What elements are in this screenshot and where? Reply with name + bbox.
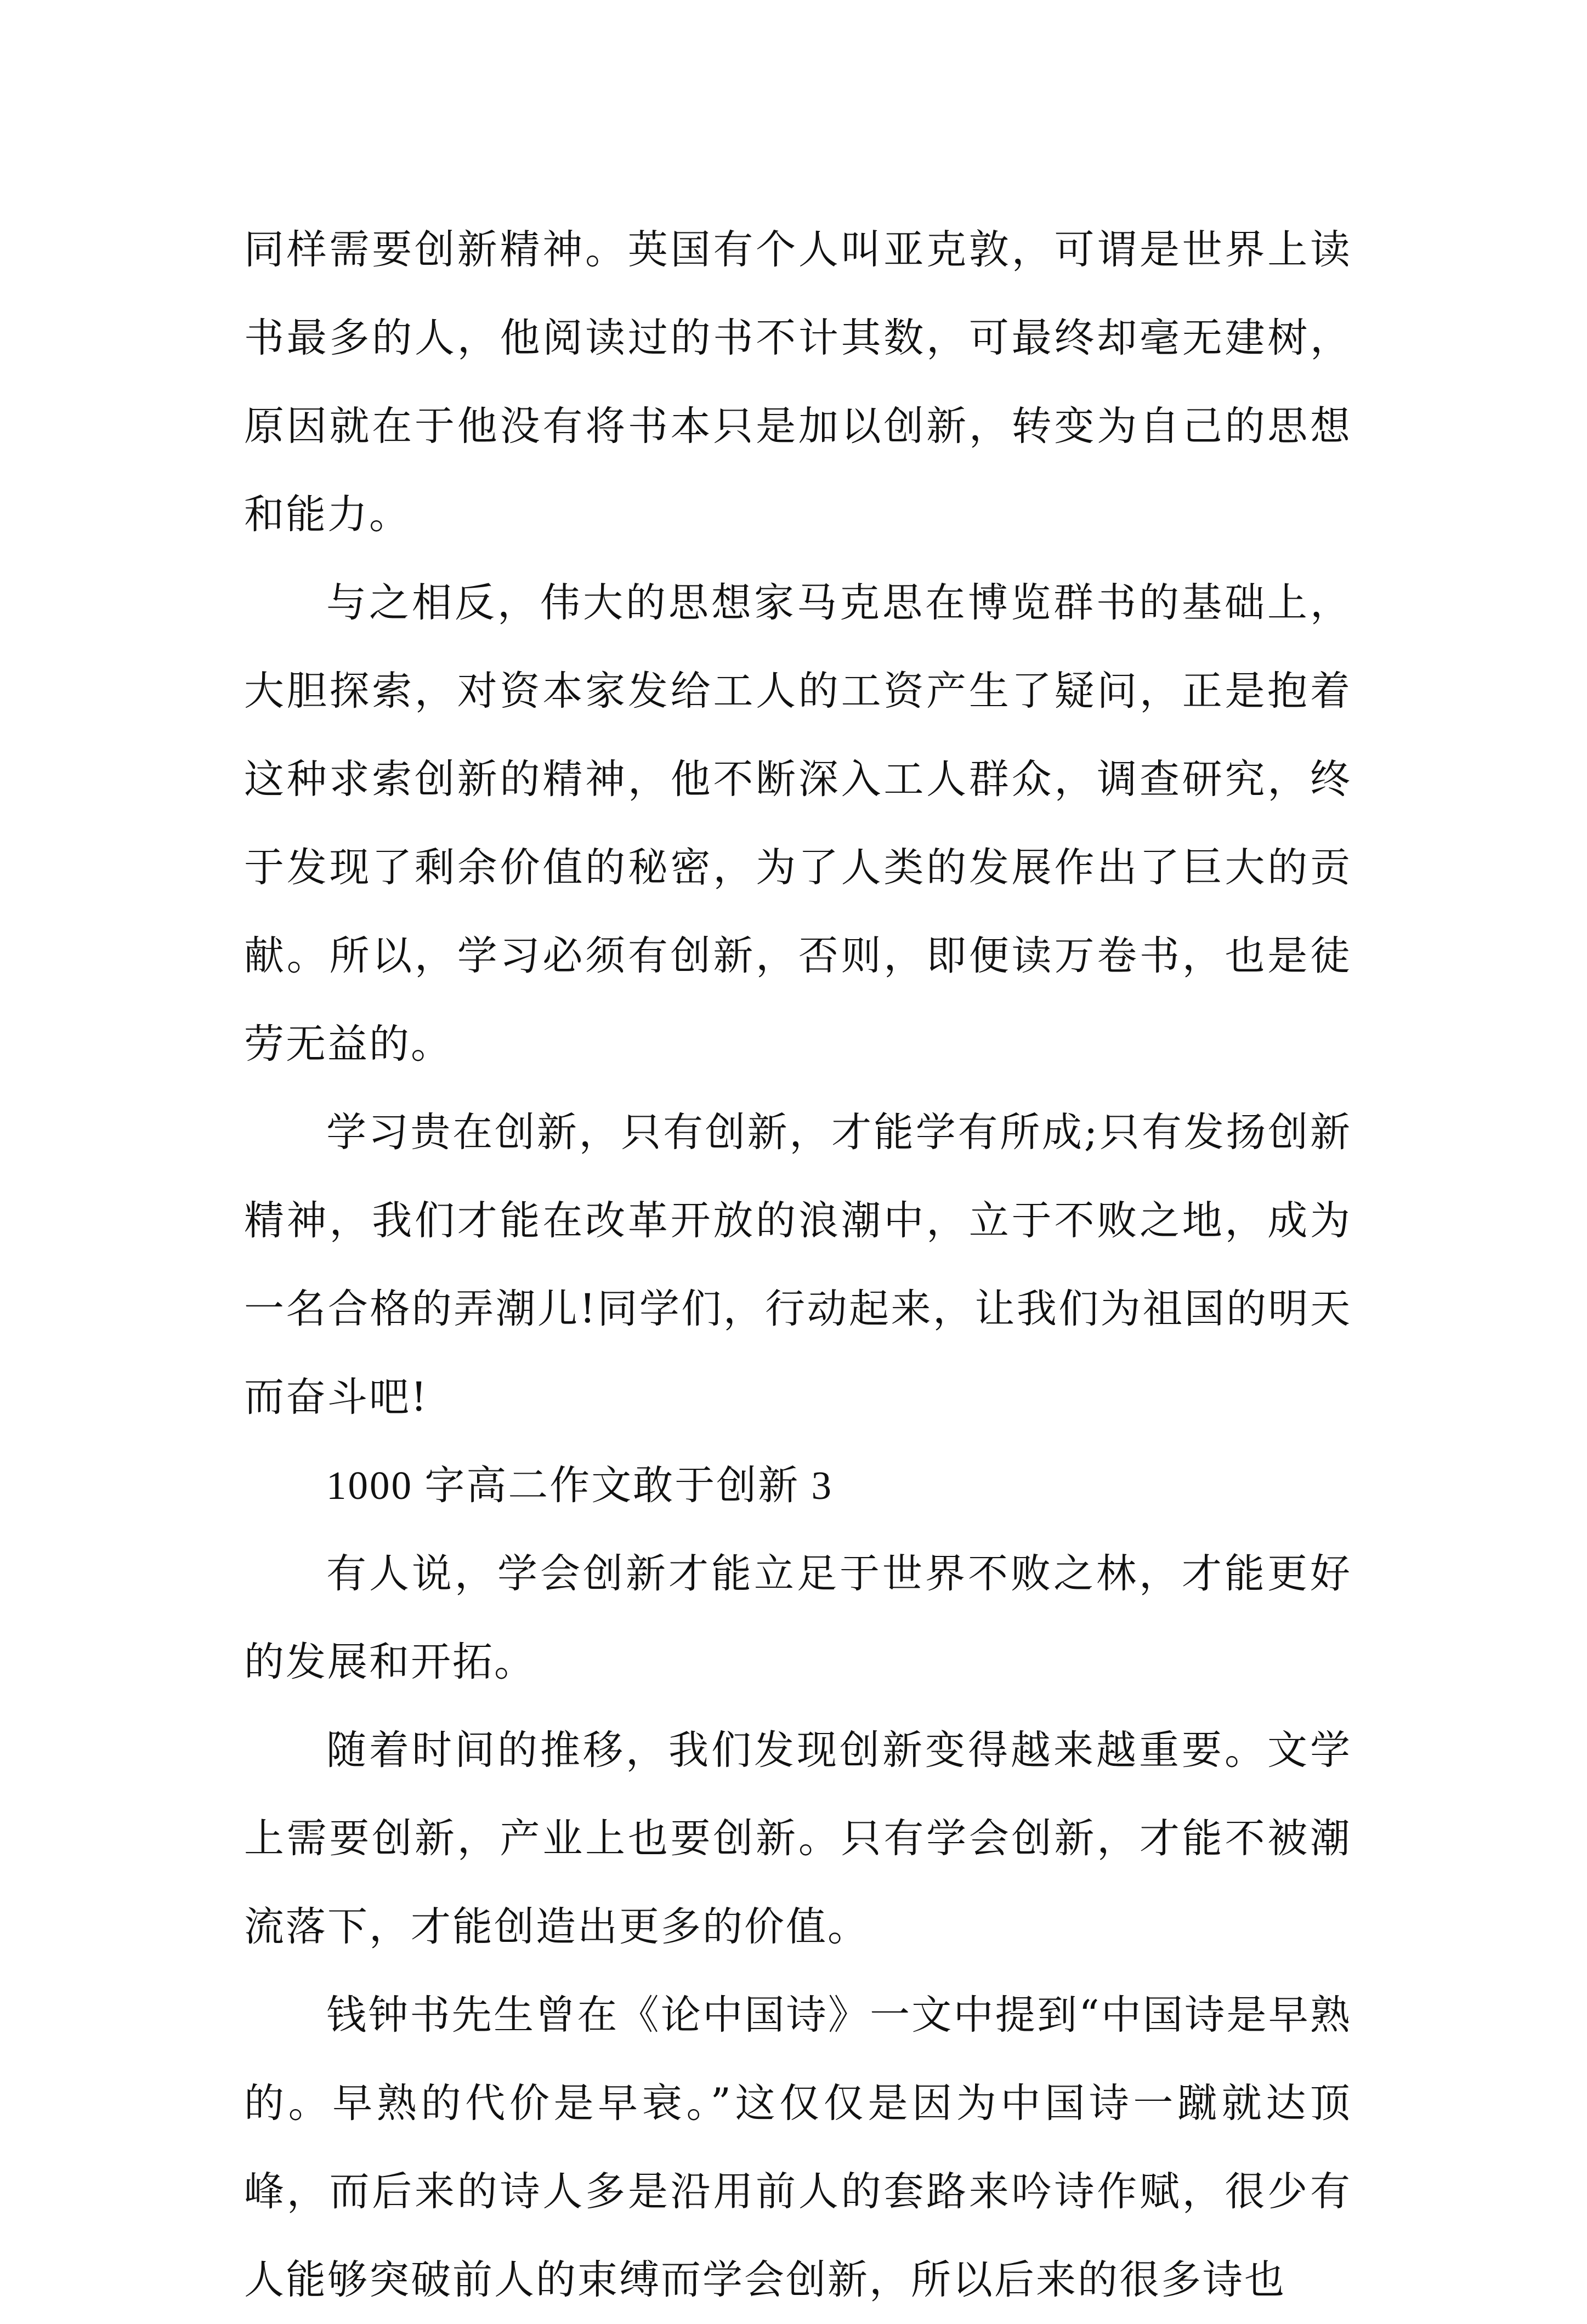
- document-body: [244, 206, 1352, 2324]
- paragraph-continuation: 同样需要创新精神。英国有个人叫亚克敦，可谓是世界上读书最多的人，他阅读过的书不计其数，可最终却毫无建树，原因就在于他没有将书本只是加以创新，转变为自己的思想和能力。: [244, 226, 1352, 538]
- paragraph-qian-zhongshu: 钱钟书先生曾在《论中国诗》一文中提到“中国诗是早熟的。早熟的代价是早衰。”这仅仅是因为中国诗一蹴就达顶峰，而后来的诗人多是沿用前人的套路来吟诗作赋，很少有人能够突破前人的束缚而学会创新，所以后来的很多诗也: [244, 1992, 1352, 2303]
- paragraph-marx: 与之相反，伟大的思想家马克思在博览群书的基础上，大胆探索，对资本家发给工人的工资产生了疑问，正是抱着这种求索创新的精神，他不断深入工人群众，调查研究，终于发现了剩余价值的秘密，为了人类的发展作出了巨大的贡献。所以，学习必须有创新，否则，即便读万卷书，也是徒劳无益的。: [244, 579, 1352, 1067]
- paragraph-intro: 有人说，学会创新才能立足于世界不败之林，才能更好的发展和开拓。: [244, 1550, 1352, 1685]
- paragraph-time: 随着时间的推移，我们发现创新变得越来越重要。文学上需要创新，产业上也要创新。只有学会创新，才能不被潮流落下，才能创造出更多的价值。: [244, 1727, 1352, 1950]
- paragraph-conclusion: 学习贵在创新，只有创新，才能学有所成;只有发扬创新精神，我们才能在改革开放的浪潮中，立于不败之地，成为一名合格的弄潮儿!同学们，行动起来，让我们为祖国的明天而奋斗吧!: [244, 1109, 1352, 1420]
- essay-title: 1000 字高二作文敢于创新 3: [326, 1463, 833, 1508]
